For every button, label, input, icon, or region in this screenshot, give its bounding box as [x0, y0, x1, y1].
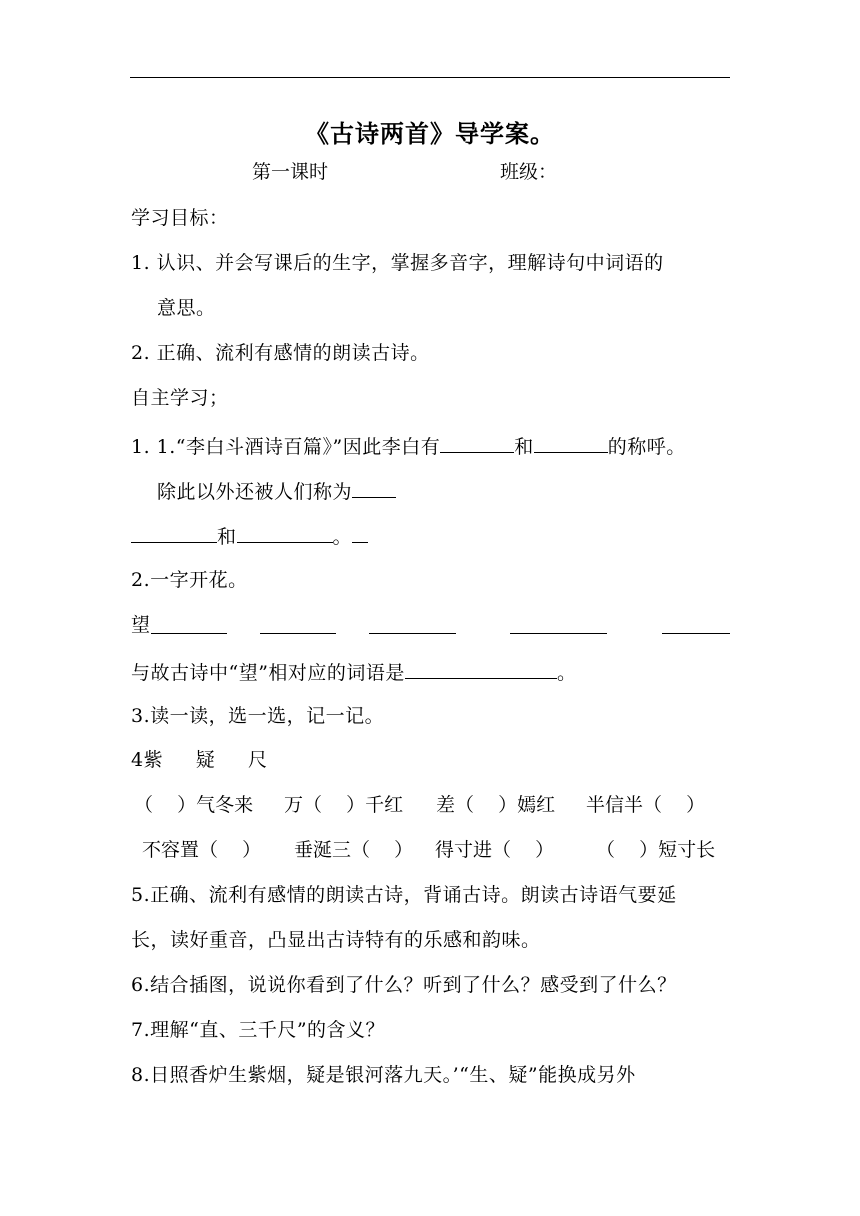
- question-6: 6.结合插图，说说你看到了什么？听到了什么？感受到了什么？: [131, 974, 677, 996]
- answer-blank[interactable]: [352, 477, 396, 498]
- question-1-end: 的称呼。: [607, 436, 686, 458]
- answer-blank[interactable]: [534, 432, 608, 453]
- question-2-wang: 望: [131, 614, 151, 636]
- idiom-item: 半信半（ ）: [586, 794, 706, 816]
- class-label: 班级：: [500, 161, 558, 183]
- question-8: 8.日照香炉生紫烟，疑是银河落九天。’“生、疑”能换成另外: [131, 1064, 636, 1086]
- answer-blank[interactable]: [151, 613, 227, 634]
- question-7: 7.理解“直、三千尺”的含义？: [131, 1019, 386, 1041]
- answer-blank[interactable]: [662, 613, 730, 634]
- page-title: 《古诗两首》导学案。: [305, 120, 555, 148]
- question-1-line-1: [131, 432, 686, 459]
- idiom-item: 垂涎三（ ）: [294, 839, 414, 861]
- question-2: 2.一字开花。: [131, 569, 248, 591]
- question-2-end: 。: [556, 662, 577, 684]
- idiom-item: 不容置（ ）: [142, 839, 262, 861]
- goal-1-line-2: 意思。: [157, 297, 216, 319]
- question-1-end-2: 。: [332, 526, 353, 548]
- question-5-line-2: 长，读好重音，凸显出古诗特有的乐感和韵味。: [131, 929, 541, 951]
- self-study-heading: 自主学习；: [131, 387, 229, 409]
- goal-2: 2. 正确、流利有感情的朗读古诗。: [131, 342, 430, 364]
- answer-blank[interactable]: [352, 522, 368, 543]
- answer-blank[interactable]: [260, 613, 336, 634]
- question-1-text-2: 除此以外还被人们称为: [157, 481, 353, 503]
- question-1-and: 和: [514, 436, 534, 458]
- idiom-item: 得寸进（ ）: [435, 839, 555, 861]
- question-1-text: 1. 1.“李白斗酒诗百篇》”因此李白有: [131, 436, 441, 458]
- answer-blank[interactable]: [405, 658, 557, 679]
- question-2-line-2: [131, 658, 576, 685]
- answer-blank[interactable]: [237, 522, 333, 543]
- question-1-line-2: [157, 477, 396, 504]
- header-rule: [130, 77, 730, 78]
- question-4: 4紫 疑 尺: [131, 749, 268, 771]
- goal-1-line-1: 1. 认识、并会写课后的生字，掌握多音字，理解诗句中词语的: [131, 252, 664, 274]
- goals-heading: 学习目标：: [131, 207, 229, 229]
- question-5-line-1: 5.正确、流利有感情的朗读古诗，背诵古诗。朗读古诗语气要延: [131, 884, 677, 906]
- question-1-line-3: [131, 522, 368, 549]
- question-3: 3.读一读，选一选，记一记。: [131, 705, 385, 727]
- question-2-text: 与故古诗中“望”相对应的词语是: [131, 662, 405, 684]
- idiom-item: （ ）短寸长: [596, 839, 716, 861]
- idiom-item: 差（ ）嫣红: [436, 794, 556, 816]
- answer-blank[interactable]: [369, 613, 456, 634]
- idiom-item: （ ）气冬来: [134, 794, 254, 816]
- answer-blank[interactable]: [510, 613, 607, 634]
- idiom-item: 万（ ）千红: [284, 794, 404, 816]
- answer-blank[interactable]: [440, 432, 514, 453]
- answer-blank[interactable]: [131, 522, 217, 543]
- question-1-and-2: 和: [217, 526, 237, 548]
- lesson-label: 第一课时: [252, 161, 329, 183]
